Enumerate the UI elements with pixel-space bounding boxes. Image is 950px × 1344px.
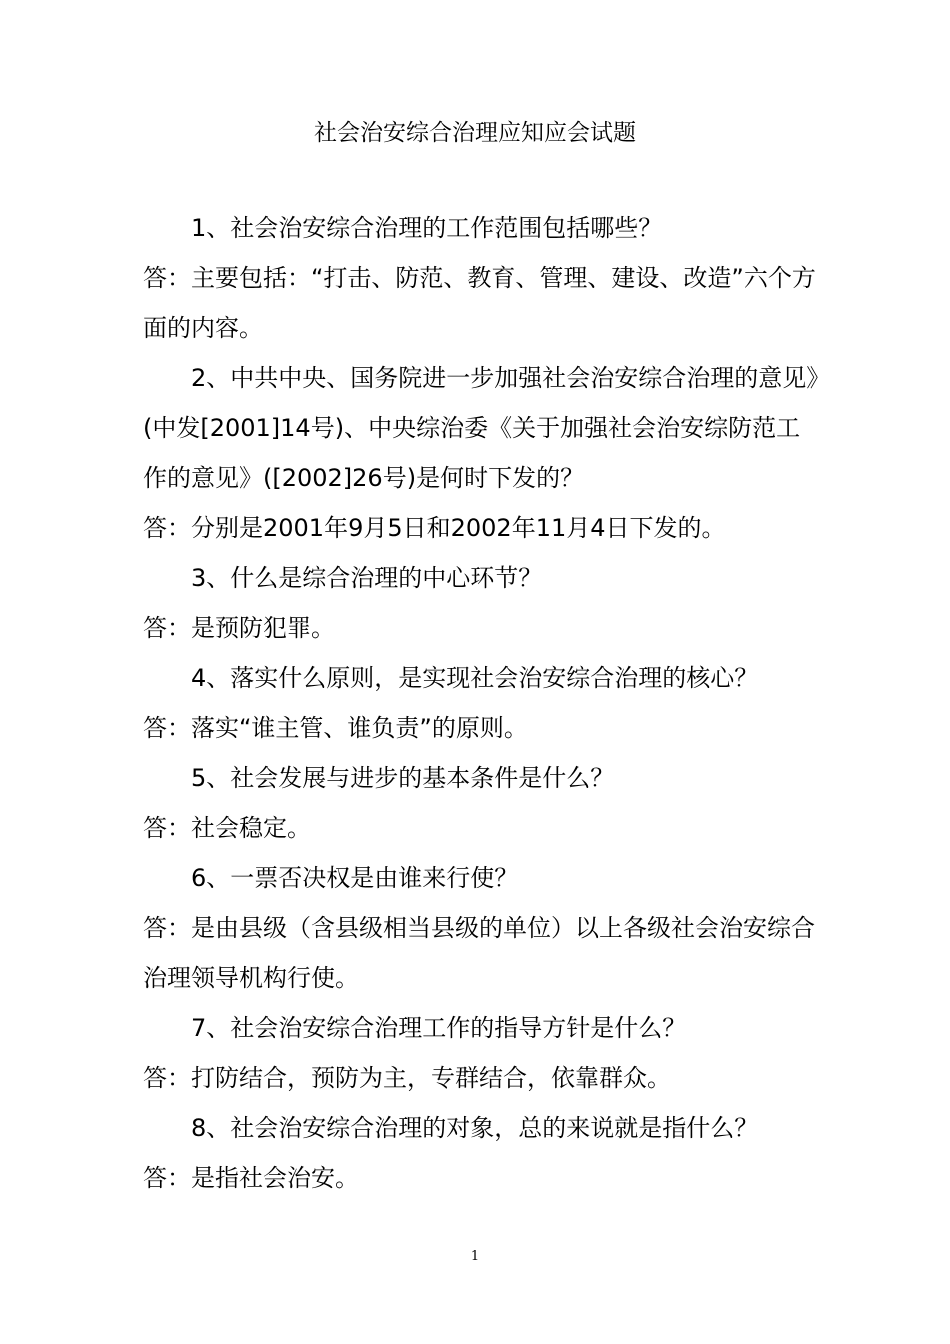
question-6: 6、一票否决权是由谁来行使？	[191, 864, 519, 892]
question-7: 7、社会治安综合治理工作的指导方针是什么？	[191, 1014, 687, 1042]
question-5: 5、社会发展与进步的基本条件是什么？	[191, 764, 615, 792]
answer-1: 答：主要包括：“打击、防范、教育、管理、建设、改造”六个方面的内容。	[143, 264, 816, 342]
question-4: 4、落实什么原则，是实现社会治安综合治理的核心？	[191, 664, 759, 692]
page-number: 1	[470, 1249, 480, 1264]
document-title: 社会治安综合治理应知应会试题	[314, 120, 636, 146]
answer-5: 答：社会稳定。	[143, 814, 311, 842]
answer-6: 答：是由县级（含县级相当县级的单位）以上各级社会治安综合治理领导机构行使。	[143, 914, 815, 992]
question-2: 2、中共中央、国务院进一步加强社会治安综合治理的意见》(中发[2001]14号)、中央综治委《关于加强社会治安综防范工作的意见》([2002]26号)是何时下发的？	[143, 364, 819, 492]
answer-8: 答：是指社会治安。	[143, 1164, 359, 1192]
answer-3: 答：是预防犯罪。	[143, 614, 335, 642]
answer-2: 答：分别是2001年9月5日和2002年11月4日下发的。	[143, 514, 726, 542]
question-1: 1、社会治安综合治理的工作范围包括哪些？	[191, 214, 663, 242]
question-8: 8、社会治安综合治理的对象，总的来说就是指什么？	[191, 1114, 759, 1142]
answer-4: 答：落实“谁主管、谁负责”的原则。	[143, 714, 528, 742]
question-3: 3、什么是综合治理的中心环节？	[191, 564, 543, 592]
qa-list	[143, 203, 823, 1203]
answer-7: 答：打防结合，预防为主，专群结合，依靠群众。	[143, 1064, 671, 1092]
